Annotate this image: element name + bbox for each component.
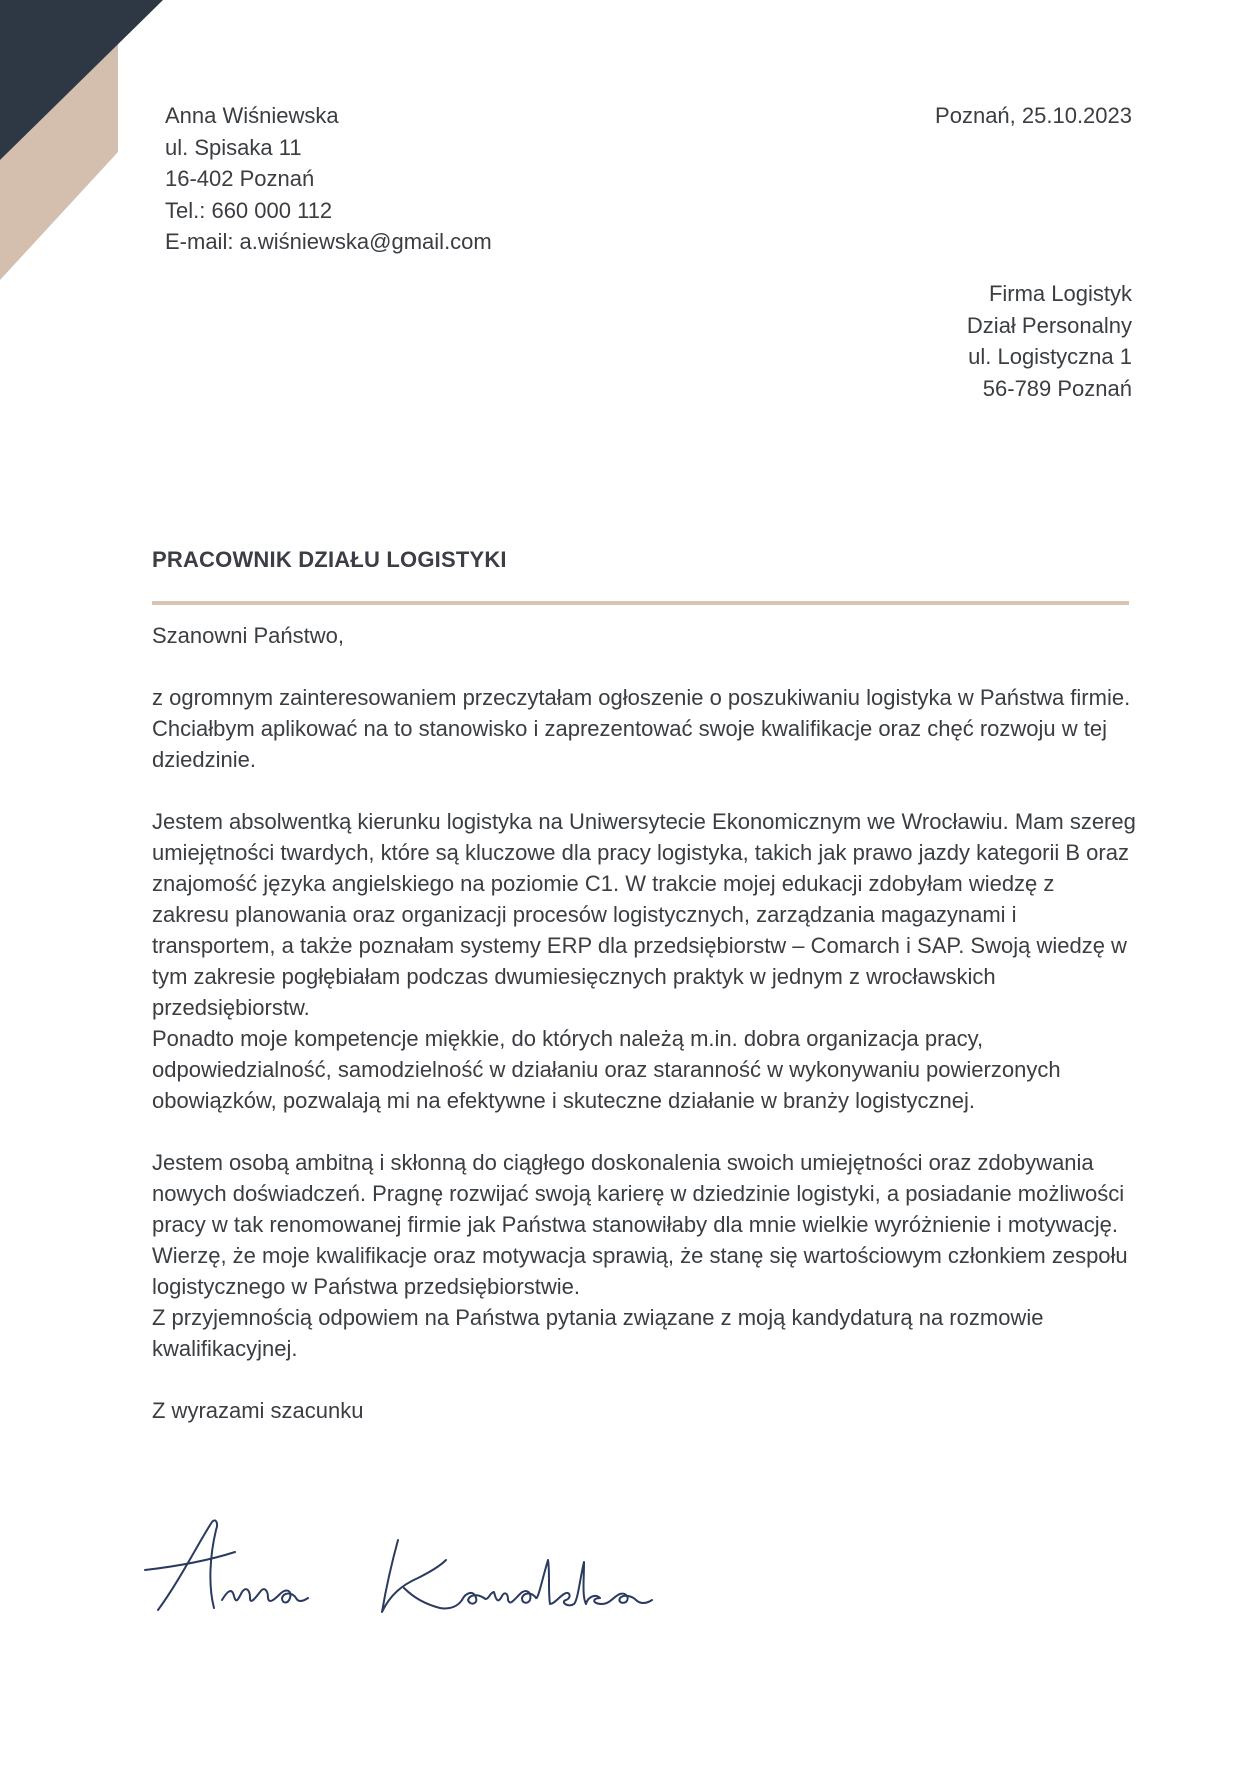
recipient-company: Firma Logistyk (988, 281, 1132, 306)
handwritten-signature (140, 1500, 700, 1630)
sender-name: Anna Wiśniewska (165, 103, 339, 128)
paragraph-5: Z przyjemnością odpowiem na Państwa pytania związane z moją kandydaturą na rozmowie kwalifikacyjnej. (152, 1305, 1044, 1361)
recipient-address-block (967, 278, 1132, 404)
sender-address-block (165, 100, 492, 258)
sender-phone: Tel.: 660 000 112 (165, 197, 333, 223)
corner-decoration (0, 0, 170, 280)
recipient-department: Dział Personalny (966, 312, 1132, 338)
letter-greeting: Szanowni Państwo, (152, 623, 344, 648)
recipient-city: 56-789 Poznań (982, 375, 1132, 401)
letter-closing: Z wyrazami szacunku (152, 1398, 364, 1423)
paragraph-4: Jestem osobą ambitną i skłonną do ciągłego doskonalenia swoich umiejętności oraz zdobywania nowych doświadczeń. Pragnę rozwijać swoją karierę w dziedzinie logistyki, a posiadanie możliwości pracy w tak renomowanej firmie jak Państwa stanowiłaby dla mnie wielkie wyróżnienie i motywację. Wierzę, że moje kwalifikacje oraz motywacja sprawią, że stanę się wartościowym członkiem zespołu logistycznego w Państwa przedsiębiorstwie. (152, 1150, 1128, 1299)
letter-subject: PRACOWNIK DZIAŁU LOGISTYKI (152, 547, 507, 572)
subject-divider (152, 601, 1129, 605)
sender-street: ul. Spisaka 11 (165, 134, 302, 160)
paragraph-2: Jestem absolwentką kierunku logistyka na Uniwersytecie Ekonomicznym we Wrocławiu. Mam szereg umiejętności twardych, które są kluczowe dla pracy logistyka, takich jak prawo jazdy kategorii B oraz znajomość języka angielskiego na poziomie C1. W trakcie mojej edukacji zdobyłam wiedzę z zakresu planowania oraz organizacji procesów logistycznych, zarządzania magazynami i transportem, a także poznałam systemy ERP dla przedsiębiorstw – Comarch i SAP. Swoją wiedzę w tym zakresie pogłębiałam podczas dwumiesięcznych praktyk w jednym z wrocławskich przedsiębiorstw. (152, 809, 1136, 1020)
paragraph-3: Ponadto moje kompetencje miękkie, do których należą m.in. dobra organizacja pracy, odpowiedzialność, samodzielność w działaniu oraz staranność w wykonywaniu powierzonych obowiązków, pozwalają mi na efektywne i skuteczne działanie w branży logistycznej. (152, 1026, 1061, 1113)
letter-body (152, 620, 1137, 1426)
recipient-street: ul. Logistyczna 1 (968, 344, 1132, 369)
paragraph-1: z ogromnym zainteresowaniem przeczytałam ogłoszenie o poszukiwaniu logistyka w Państwa firmie. Chciałbym aplikować na to stanowisko i zaprezentować swoje kwalifikacje oraz chęć rozwoju w tej dziedzinie. (152, 685, 1131, 772)
sender-email: E-mail: a.wiśniewska@gmail.com (165, 229, 492, 254)
letter-date: Poznań, 25.10.2023 (935, 103, 1132, 128)
sender-city: 16-402 Poznań (165, 166, 315, 191)
